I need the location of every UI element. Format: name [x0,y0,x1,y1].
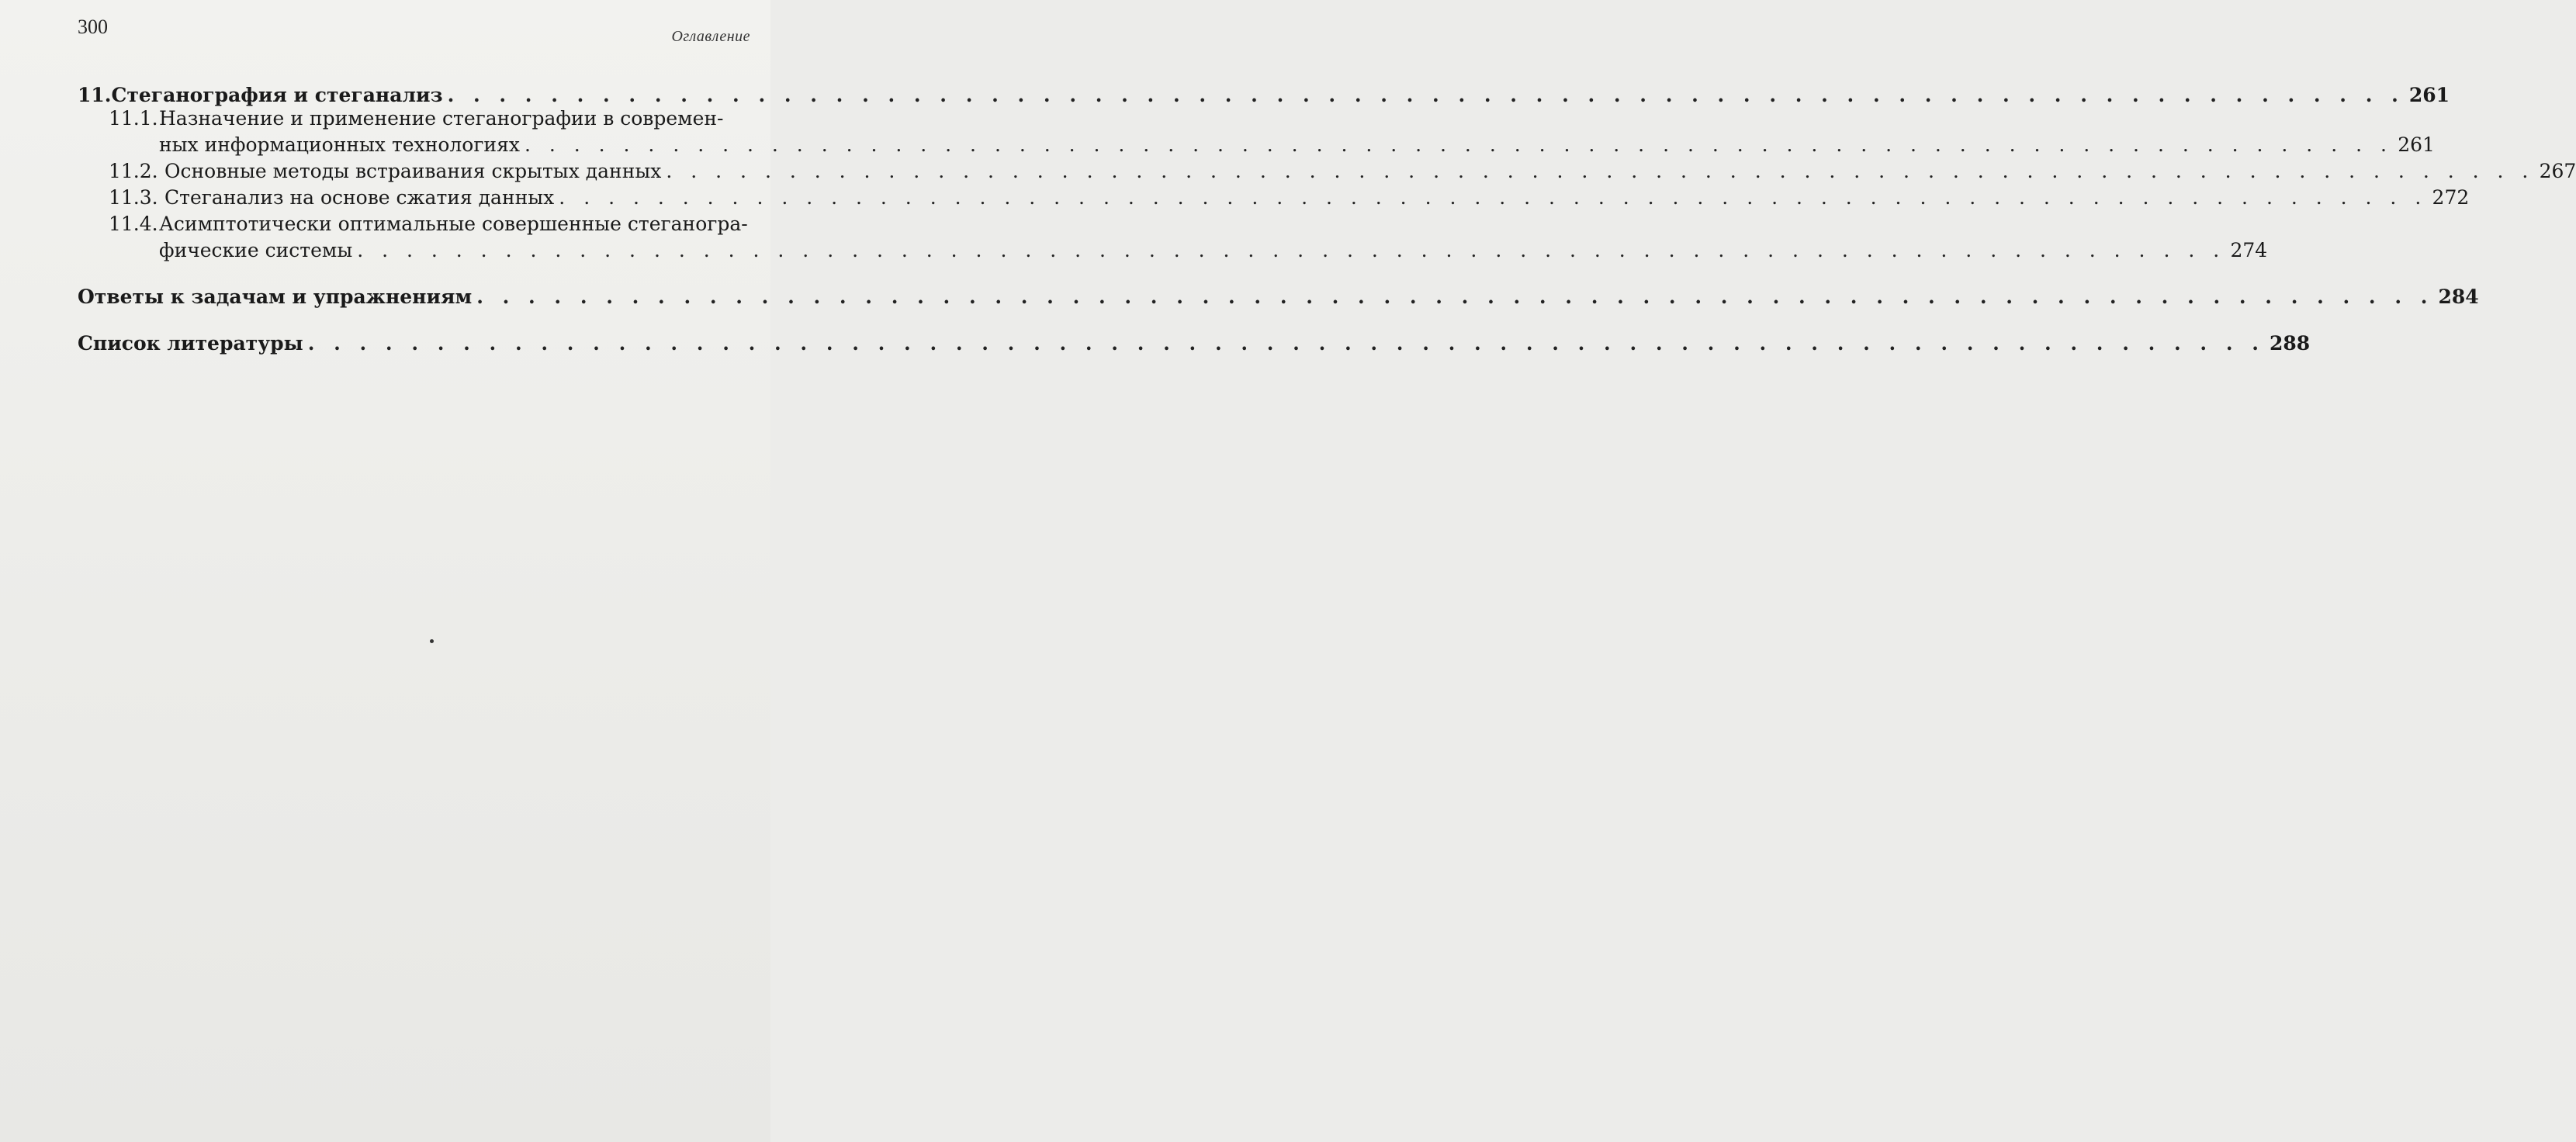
toc-entry-number: 11.4. [109,213,158,235]
toc-entry-page: 261 [2408,84,2450,106]
toc-leader-dots [666,160,2534,183]
toc-entry-page: 261 [2398,133,2435,156]
toc-entry-title: Основные методы встраивания скрытых данных [164,160,662,182]
toc-entry-title: Ответы к задачам и упражнениям [78,286,473,308]
toc-entry-title: Асимптотически оптимальные совершенные стеганогра- [159,213,748,235]
running-head: Оглавление [671,28,750,45]
toc-entry-11-3[interactable] [78,186,2470,209]
toc-entry-page: 288 [2269,332,2311,355]
toc-entry-number: 11.3. [109,186,158,209]
toc-entry-references[interactable] [78,332,2311,355]
toc-leader-dots [476,286,2433,309]
toc-entry-title: Список литературы [78,332,303,355]
toc-entry-chapter-11[interactable] [78,84,2450,107]
toc-entry-11-4[interactable] [78,213,750,236]
toc-leader-dots [559,186,2427,209]
toc-entry-page: 274 [2230,239,2268,261]
toc-entry-11-4-continued[interactable] [78,239,2268,262]
toc-entry-title: Стеганография и стеганализ [111,84,443,106]
page-number: 300 [78,16,108,38]
toc-entry-answers[interactable] [78,286,2479,309]
toc-entry-title: Стеганализ на основе сжатия данных [164,186,555,209]
toc-entry-11-1[interactable] [78,107,750,130]
toc-entry-title: Назначение и применение стеганографии в современ- [159,107,724,130]
toc-leader-dots [357,239,2225,262]
toc-entry-title-continued: фические системы [159,239,353,261]
toc-entry-page: 272 [2432,186,2470,209]
toc-entry-number: 11.1. [109,107,158,130]
toc-entry-number: 11.2. [109,160,158,182]
toc-entry-title-continued: ных информационных технологиях [159,133,520,156]
print-speck [430,639,434,643]
toc-leader-dots [525,133,2393,157]
toc-entry-11-1-continued[interactable] [78,133,2435,157]
toc-entry-number: 11. [78,84,112,106]
toc-leader-dots [448,84,2405,107]
toc-entry-page: 284 [2438,286,2479,308]
toc-entry-11-2[interactable] [78,160,2576,183]
toc-entry-page: 267 [2539,160,2576,182]
toc-leader-dots [308,332,2265,355]
